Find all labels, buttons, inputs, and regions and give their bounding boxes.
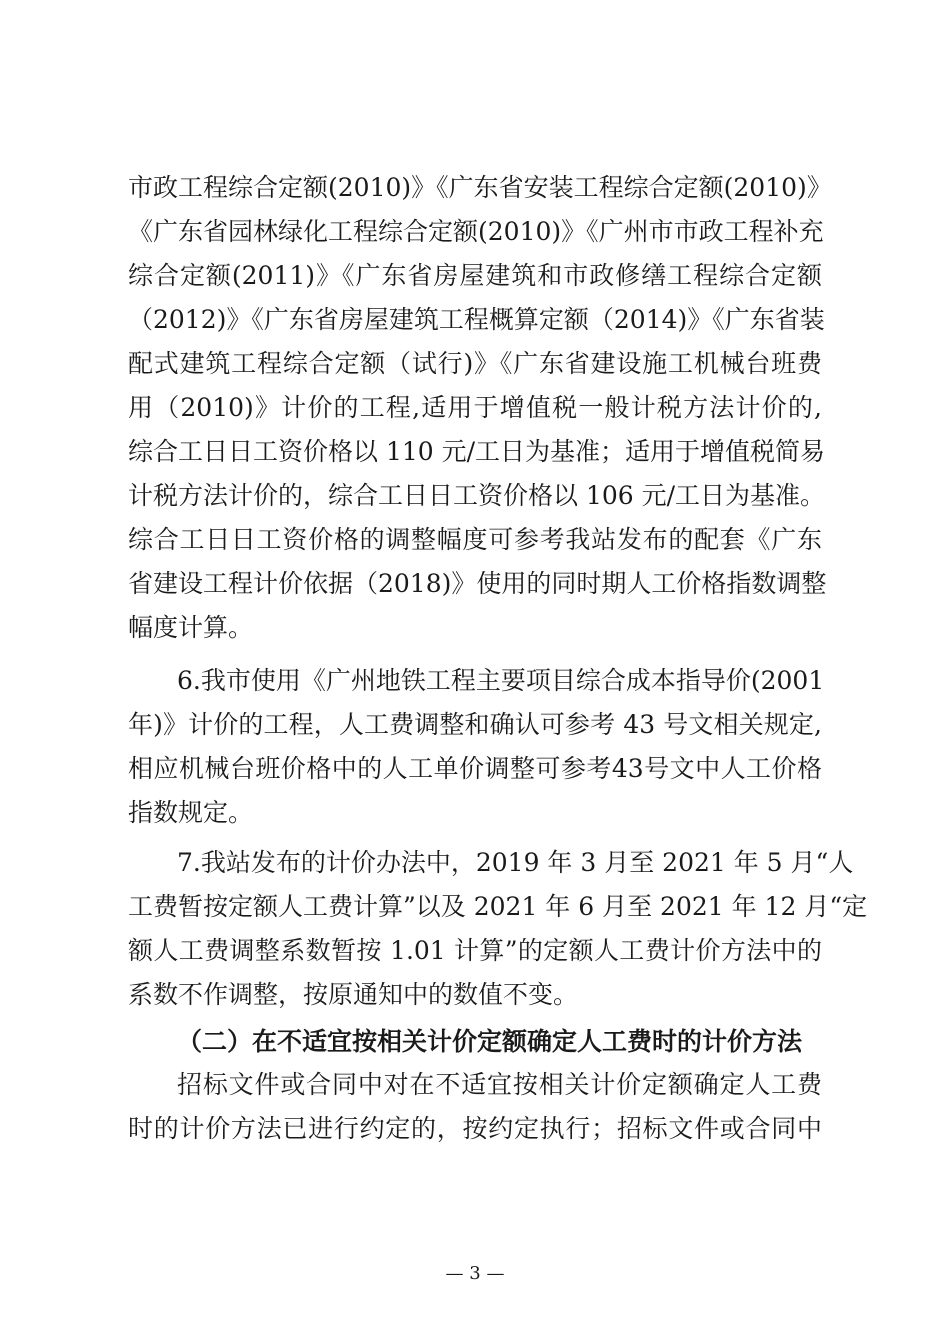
paragraph-line: 额人工费调整系数暂按 1.01 计算”的定额人工费计价方法中的: [128, 936, 822, 965]
paragraph-line: 幅度计算。: [128, 613, 254, 642]
paragraph-line: 计税方法计价的，综合工日日工资价格以 106 元/工日为基准。: [128, 481, 826, 510]
page-number: — 3 —: [445, 1263, 505, 1284]
paragraph-line: 6.我市使用《广州地铁工程主要项目综合成本指导价(2001: [177, 666, 825, 695]
paragraph-line: 配式建筑工程综合定额（试行)》《广东省建设施工机械台班费: [128, 349, 822, 378]
paragraph-line: 指数规定。: [128, 798, 254, 827]
paragraph-line: 相应机械台班价格中的人工单价调整可参考43号文中人工价格: [128, 754, 822, 783]
paragraph-line: 时的计价方法已进行约定的，按约定执行；招标文件或合同中: [128, 1114, 822, 1143]
paragraph-line: 综合定额(2011)》《广东省房屋建筑和市政修缮工程综合定额: [128, 261, 822, 290]
paragraph-line: 《广东省园林绿化工程综合定额(2010)》《广州市市政工程补充: [128, 217, 824, 246]
paragraph-line: 系数不作调整，按原通知中的数值不变。: [128, 980, 579, 1009]
paragraph-line: 用（2010)》计价的工程,适用于增值税一般计税方法计价的,: [128, 393, 822, 422]
paragraph-line: 工费暂按定额人工费计算”以及 2021 年 6 月至 2021 年 12 月“定: [128, 892, 868, 921]
paragraph-line: 年)》计价的工程，人工费调整和确认可参考 43 号文相关规定,: [128, 710, 822, 739]
paragraph-line: 招标文件或合同中对在不适宜按相关计价定额确定人工费: [177, 1070, 822, 1099]
paragraph-line: （2012)》《广东省房屋建筑工程概算定额（2014)》《广东省装: [128, 305, 825, 334]
paragraph-line: 综合工日日工资价格以 110 元/工日为基准；适用于增值税简易: [128, 437, 826, 466]
paragraph-line: 7.我站发布的计价办法中，2019 年 3 月至 2021 年 5 月“人: [177, 848, 854, 877]
paragraph-line: 综合工日日工资价格的调整幅度可参考我站发布的配套《广东: [128, 525, 822, 554]
section-heading: （二）在不适宜按相关计价定额确定人工费时的计价方法: [177, 1027, 803, 1056]
paragraph-line: 省建设工程计价依据（2018)》使用的同时期人工价格指数调整: [128, 569, 827, 598]
paragraph-line: 市政工程综合定额(2010)》《广东省安装工程综合定额(2010)》: [128, 173, 832, 202]
